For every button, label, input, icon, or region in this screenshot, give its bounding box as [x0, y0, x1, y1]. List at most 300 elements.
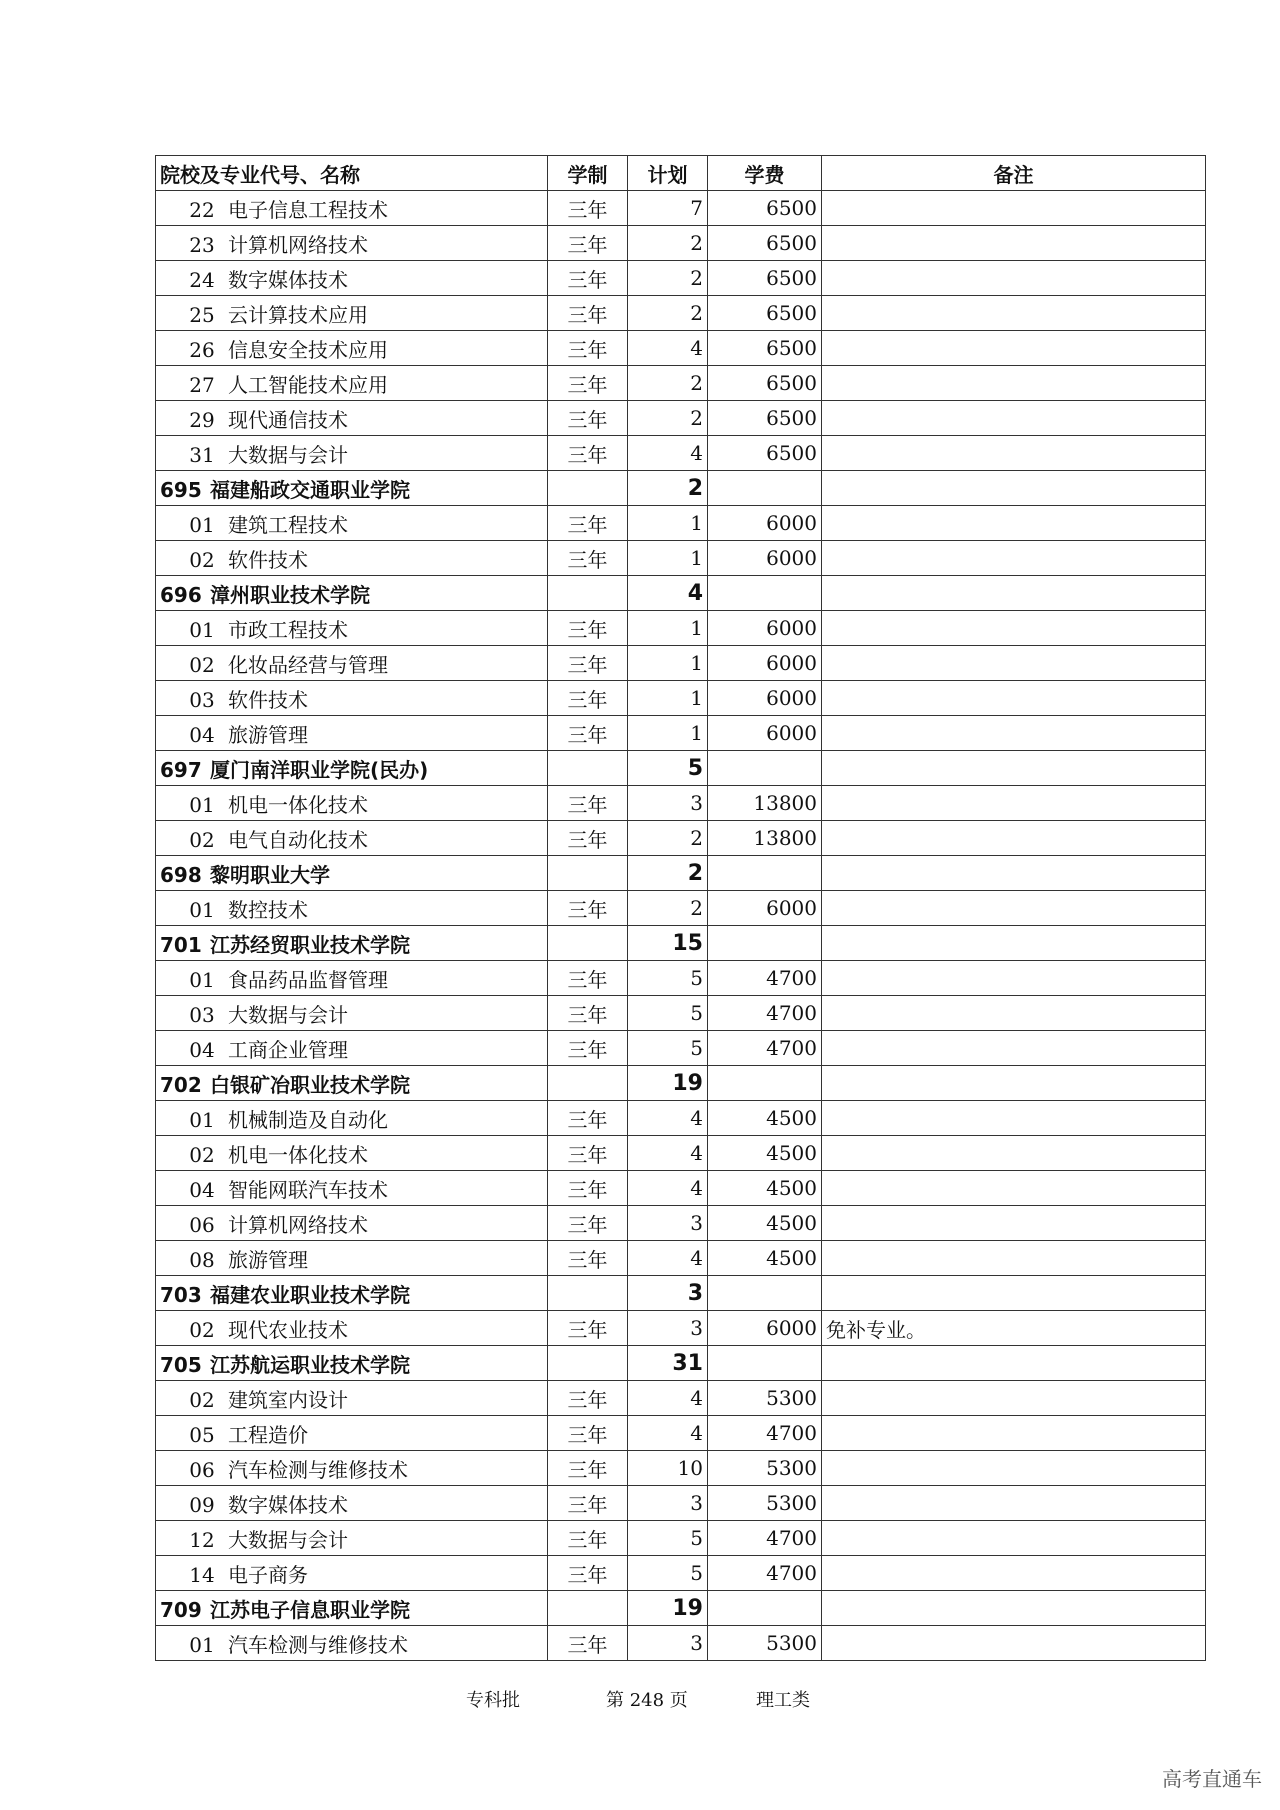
table-row [156, 611, 1206, 646]
name: 现代农业技术 [228, 1317, 348, 1342]
notes-cell [822, 1591, 1206, 1626]
tuition-cell: 5300 [708, 1626, 822, 1661]
name: 电气自动化技术 [228, 827, 368, 852]
plan-cell: 3 [628, 1276, 708, 1311]
name: 机械制造及自动化 [228, 1107, 388, 1132]
name-cell [156, 996, 548, 1031]
table-row [156, 296, 1206, 331]
duration-cell: 三年 [548, 366, 628, 401]
name: 数字媒体技术 [228, 267, 348, 292]
footer-category: 理工类 [756, 1690, 810, 1711]
duration-cell: 三年 [548, 1136, 628, 1171]
name-cell [156, 1521, 548, 1556]
duration-cell [548, 1066, 628, 1101]
plan-cell: 2 [628, 891, 708, 926]
table-row [156, 541, 1206, 576]
name-cell [156, 401, 548, 436]
duration-cell: 三年 [548, 1521, 628, 1556]
code: 01 [189, 512, 215, 537]
plan-cell: 4 [628, 576, 708, 611]
table-row [156, 1486, 1206, 1521]
code: 04 [189, 1177, 215, 1202]
code: 02 [189, 1387, 215, 1412]
tuition-cell: 6000 [708, 1311, 822, 1346]
tuition-cell: 6500 [708, 331, 822, 366]
code: 22 [189, 197, 215, 222]
name-cell [156, 821, 548, 856]
plan-cell: 5 [628, 1031, 708, 1066]
name: 黎明职业大学 [210, 862, 330, 887]
plan-cell: 2 [628, 471, 708, 506]
table-row [156, 1171, 1206, 1206]
table-row [156, 331, 1206, 366]
notes-cell [822, 331, 1206, 366]
name-cell [156, 576, 548, 611]
name: 软件技术 [228, 547, 308, 572]
tuition-cell: 4700 [708, 996, 822, 1031]
admission-plan-table [155, 155, 1206, 1661]
plan-cell: 31 [628, 1346, 708, 1381]
tuition-cell: 6500 [708, 436, 822, 471]
institution-row [156, 856, 1206, 891]
plan-cell: 1 [628, 646, 708, 681]
code: 698 [160, 862, 202, 887]
name-cell [156, 1486, 548, 1521]
header-plan: 计划 [628, 156, 708, 191]
duration-cell: 三年 [548, 1556, 628, 1591]
plan-cell: 19 [628, 1066, 708, 1101]
tuition-cell: 6500 [708, 261, 822, 296]
name: 旅游管理 [228, 1247, 308, 1272]
name: 机电一体化技术 [228, 1142, 368, 1167]
name-cell [156, 1381, 548, 1416]
name: 大数据与会计 [228, 442, 348, 467]
code: 01 [189, 617, 215, 642]
tuition-cell: 5300 [708, 1451, 822, 1486]
duration-cell: 三年 [548, 716, 628, 751]
tuition-cell: 6500 [708, 191, 822, 226]
duration-cell: 三年 [548, 1626, 628, 1661]
name-cell [156, 1066, 548, 1101]
code: 31 [189, 442, 215, 467]
name: 软件技术 [228, 687, 308, 712]
table-row [156, 1206, 1206, 1241]
notes-cell: 免补专业。 [822, 1311, 1206, 1346]
table-row [156, 226, 1206, 261]
plan-cell: 2 [628, 296, 708, 331]
plan-cell: 4 [628, 331, 708, 366]
code: 702 [160, 1072, 202, 1097]
duration-cell [548, 1276, 628, 1311]
name-cell [156, 366, 548, 401]
table-row [156, 1416, 1206, 1451]
plan-cell: 19 [628, 1591, 708, 1626]
name-cell [156, 1241, 548, 1276]
plan-cell: 3 [628, 786, 708, 821]
name: 食品药品监督管理 [228, 967, 388, 992]
duration-cell [548, 471, 628, 506]
tuition-cell: 6000 [708, 646, 822, 681]
code: 02 [189, 1142, 215, 1167]
plan-cell: 5 [628, 1521, 708, 1556]
header-tuition: 学费 [708, 156, 822, 191]
tuition-cell [708, 856, 822, 891]
name: 信息安全技术应用 [228, 337, 388, 362]
name: 机电一体化技术 [228, 792, 368, 817]
name: 汽车检测与维修技术 [228, 1632, 408, 1657]
duration-cell: 三年 [548, 1241, 628, 1276]
code: 709 [160, 1597, 202, 1622]
code: 01 [189, 1107, 215, 1132]
name: 现代通信技术 [228, 407, 348, 432]
notes-cell [822, 926, 1206, 961]
duration-cell: 三年 [548, 1031, 628, 1066]
notes-cell [822, 1346, 1206, 1381]
table-row [156, 261, 1206, 296]
table-row [156, 821, 1206, 856]
name-cell [156, 1556, 548, 1591]
notes-cell [822, 716, 1206, 751]
name: 建筑室内设计 [228, 1387, 348, 1412]
plan-cell: 5 [628, 751, 708, 786]
name-cell [156, 1346, 548, 1381]
plan-cell: 1 [628, 681, 708, 716]
tuition-cell: 4500 [708, 1136, 822, 1171]
duration-cell: 三年 [548, 261, 628, 296]
tuition-cell: 4700 [708, 1416, 822, 1451]
notes-cell [822, 996, 1206, 1031]
duration-cell: 三年 [548, 681, 628, 716]
name: 大数据与会计 [228, 1527, 348, 1552]
plan-cell: 5 [628, 961, 708, 996]
code: 02 [189, 827, 215, 852]
table-row [156, 786, 1206, 821]
code: 01 [189, 897, 215, 922]
header-name: 院校及专业代号、名称 [156, 156, 548, 191]
notes-cell [822, 1241, 1206, 1276]
name: 汽车检测与维修技术 [228, 1457, 408, 1482]
plan-cell: 1 [628, 541, 708, 576]
name-cell [156, 261, 548, 296]
duration-cell: 三年 [548, 1101, 628, 1136]
tuition-cell [708, 576, 822, 611]
table-row [156, 1241, 1206, 1276]
plan-cell: 5 [628, 996, 708, 1031]
notes-cell [822, 1206, 1206, 1241]
name-cell [156, 331, 548, 366]
tuition-cell: 4700 [708, 1031, 822, 1066]
table-row [156, 1136, 1206, 1171]
plan-cell: 2 [628, 261, 708, 296]
name-cell [156, 1171, 548, 1206]
code: 02 [189, 652, 215, 677]
code: 701 [160, 932, 202, 957]
duration-cell: 三年 [548, 891, 628, 926]
table-row [156, 716, 1206, 751]
institution-row [156, 471, 1206, 506]
tuition-cell: 6000 [708, 506, 822, 541]
name-cell [156, 891, 548, 926]
plan-cell: 3 [628, 1311, 708, 1346]
name-cell [156, 436, 548, 471]
name: 电子信息工程技术 [228, 197, 388, 222]
code: 25 [189, 302, 215, 327]
plan-cell: 3 [628, 1206, 708, 1241]
duration-cell: 三年 [548, 436, 628, 471]
name: 工商企业管理 [228, 1037, 348, 1062]
institution-row [156, 1591, 1206, 1626]
name-cell [156, 786, 548, 821]
code: 01 [189, 792, 215, 817]
name-cell [156, 1031, 548, 1066]
duration-cell: 三年 [548, 961, 628, 996]
name-cell [156, 856, 548, 891]
name-cell [156, 1311, 548, 1346]
duration-cell: 三年 [548, 506, 628, 541]
footer-page-number: 第 248 页 [606, 1690, 688, 1711]
table-row [156, 506, 1206, 541]
notes-cell [822, 1031, 1206, 1066]
code: 04 [189, 722, 215, 747]
code: 01 [189, 1632, 215, 1657]
table-row [156, 1451, 1206, 1486]
name: 计算机网络技术 [228, 1212, 368, 1237]
notes-cell [822, 401, 1206, 436]
tuition-cell: 6000 [708, 891, 822, 926]
duration-cell: 三年 [548, 1171, 628, 1206]
table-row [156, 1101, 1206, 1136]
notes-cell [822, 506, 1206, 541]
duration-cell: 三年 [548, 786, 628, 821]
name: 数控技术 [228, 897, 308, 922]
tuition-cell: 5300 [708, 1381, 822, 1416]
name: 计算机网络技术 [228, 232, 368, 257]
tuition-cell: 6000 [708, 681, 822, 716]
plan-cell: 1 [628, 716, 708, 751]
name: 化妆品经营与管理 [228, 652, 388, 677]
table-row [156, 366, 1206, 401]
tuition-cell: 13800 [708, 821, 822, 856]
tuition-cell: 6000 [708, 541, 822, 576]
notes-cell [822, 1066, 1206, 1101]
code: 703 [160, 1282, 202, 1307]
code: 06 [189, 1457, 215, 1482]
name: 福建农业职业技术学院 [210, 1282, 410, 1307]
tuition-cell: 4500 [708, 1241, 822, 1276]
tuition-cell [708, 1066, 822, 1101]
plan-cell: 15 [628, 926, 708, 961]
notes-cell [822, 1451, 1206, 1486]
notes-cell [822, 1556, 1206, 1591]
table-row [156, 1626, 1206, 1661]
plan-cell: 3 [628, 1626, 708, 1661]
tuition-cell: 4500 [708, 1206, 822, 1241]
name: 旅游管理 [228, 722, 308, 747]
name-cell [156, 926, 548, 961]
plan-cell: 10 [628, 1451, 708, 1486]
notes-cell [822, 261, 1206, 296]
notes-cell [822, 576, 1206, 611]
notes-cell [822, 786, 1206, 821]
table-row [156, 1311, 1206, 1346]
header-notes: 备注 [822, 156, 1206, 191]
notes-cell [822, 961, 1206, 996]
notes-cell [822, 1101, 1206, 1136]
name-cell [156, 1101, 548, 1136]
tuition-cell: 6000 [708, 611, 822, 646]
notes-cell [822, 436, 1206, 471]
duration-cell [548, 926, 628, 961]
code: 02 [189, 547, 215, 572]
tuition-cell: 4700 [708, 961, 822, 996]
code: 03 [189, 1002, 215, 1027]
table-body [156, 191, 1206, 1661]
tuition-cell [708, 751, 822, 786]
duration-cell: 三年 [548, 541, 628, 576]
code: 02 [189, 1317, 215, 1342]
name-cell [156, 646, 548, 681]
tuition-cell: 4500 [708, 1101, 822, 1136]
notes-cell [822, 296, 1206, 331]
duration-cell: 三年 [548, 401, 628, 436]
notes-cell [822, 891, 1206, 926]
plan-cell: 1 [628, 611, 708, 646]
table-row [156, 1381, 1206, 1416]
notes-cell [822, 541, 1206, 576]
table-row [156, 646, 1206, 681]
name-cell [156, 1206, 548, 1241]
tuition-cell [708, 1276, 822, 1311]
code: 26 [189, 337, 215, 362]
code: 23 [189, 232, 215, 257]
name: 数字媒体技术 [228, 1492, 348, 1517]
notes-cell [822, 1171, 1206, 1206]
institution-row [156, 751, 1206, 786]
name: 福建船政交通职业学院 [210, 477, 410, 502]
name-cell [156, 1416, 548, 1451]
tuition-cell: 4700 [708, 1556, 822, 1591]
name: 智能网联汽车技术 [228, 1177, 388, 1202]
institution-row [156, 1276, 1206, 1311]
code: 29 [189, 407, 215, 432]
name-cell [156, 541, 548, 576]
tuition-cell: 6500 [708, 296, 822, 331]
name-cell [156, 751, 548, 786]
name: 建筑工程技术 [228, 512, 348, 537]
plan-cell: 2 [628, 401, 708, 436]
table-row [156, 401, 1206, 436]
notes-cell [822, 1136, 1206, 1171]
notes-cell [822, 191, 1206, 226]
code: 06 [189, 1212, 215, 1237]
name-cell [156, 716, 548, 751]
name-cell [156, 1591, 548, 1626]
notes-cell [822, 821, 1206, 856]
notes-cell [822, 1521, 1206, 1556]
name: 工程造价 [228, 1422, 308, 1447]
notes-cell [822, 1276, 1206, 1311]
notes-cell [822, 1381, 1206, 1416]
plan-cell: 5 [628, 1556, 708, 1591]
name-cell [156, 1626, 548, 1661]
notes-cell [822, 366, 1206, 401]
name: 白银矿冶职业技术学院 [210, 1072, 410, 1097]
duration-cell: 三年 [548, 191, 628, 226]
duration-cell: 三年 [548, 1486, 628, 1521]
name: 云计算技术应用 [228, 302, 368, 327]
tuition-cell: 6500 [708, 366, 822, 401]
table-row [156, 681, 1206, 716]
plan-cell: 4 [628, 1241, 708, 1276]
name-cell [156, 1276, 548, 1311]
name: 江苏经贸职业技术学院 [210, 932, 410, 957]
notes-cell [822, 611, 1206, 646]
institution-row [156, 926, 1206, 961]
code: 24 [189, 267, 215, 292]
plan-cell: 4 [628, 1101, 708, 1136]
notes-cell [822, 856, 1206, 891]
name-cell [156, 191, 548, 226]
code: 01 [189, 967, 215, 992]
name-cell [156, 471, 548, 506]
table-row [156, 996, 1206, 1031]
plan-cell: 4 [628, 436, 708, 471]
table-row [156, 891, 1206, 926]
plan-cell: 4 [628, 1416, 708, 1451]
name-cell [156, 611, 548, 646]
duration-cell: 三年 [548, 611, 628, 646]
name: 江苏航运职业技术学院 [210, 1352, 410, 1377]
page-footer [0, 1686, 1280, 1716]
plan-cell: 4 [628, 1136, 708, 1171]
name-cell [156, 506, 548, 541]
code: 696 [160, 582, 202, 607]
duration-cell: 三年 [548, 1416, 628, 1451]
institution-row [156, 1346, 1206, 1381]
name-cell [156, 681, 548, 716]
name-cell [156, 1136, 548, 1171]
duration-cell: 三年 [548, 331, 628, 366]
code: 705 [160, 1352, 202, 1377]
institution-row [156, 576, 1206, 611]
code: 14 [189, 1562, 215, 1587]
notes-cell [822, 1416, 1206, 1451]
name: 江苏电子信息职业学院 [210, 1597, 410, 1622]
table-row [156, 1031, 1206, 1066]
duration-cell: 三年 [548, 1381, 628, 1416]
table-row [156, 1556, 1206, 1591]
name: 漳州职业技术学院 [210, 582, 370, 607]
plan-cell: 4 [628, 1171, 708, 1206]
tuition-cell: 4500 [708, 1171, 822, 1206]
tuition-cell: 5300 [708, 1486, 822, 1521]
code: 695 [160, 477, 202, 502]
code: 04 [189, 1037, 215, 1062]
tuition-cell [708, 926, 822, 961]
tuition-cell: 6000 [708, 716, 822, 751]
tuition-cell: 4700 [708, 1521, 822, 1556]
plan-cell: 1 [628, 506, 708, 541]
notes-cell [822, 471, 1206, 506]
duration-cell: 三年 [548, 996, 628, 1031]
code: 12 [189, 1527, 215, 1552]
name: 电子商务 [228, 1562, 308, 1587]
plan-cell: 2 [628, 821, 708, 856]
code: 03 [189, 687, 215, 712]
name-cell [156, 1451, 548, 1486]
plan-cell: 2 [628, 226, 708, 261]
duration-cell: 三年 [548, 821, 628, 856]
